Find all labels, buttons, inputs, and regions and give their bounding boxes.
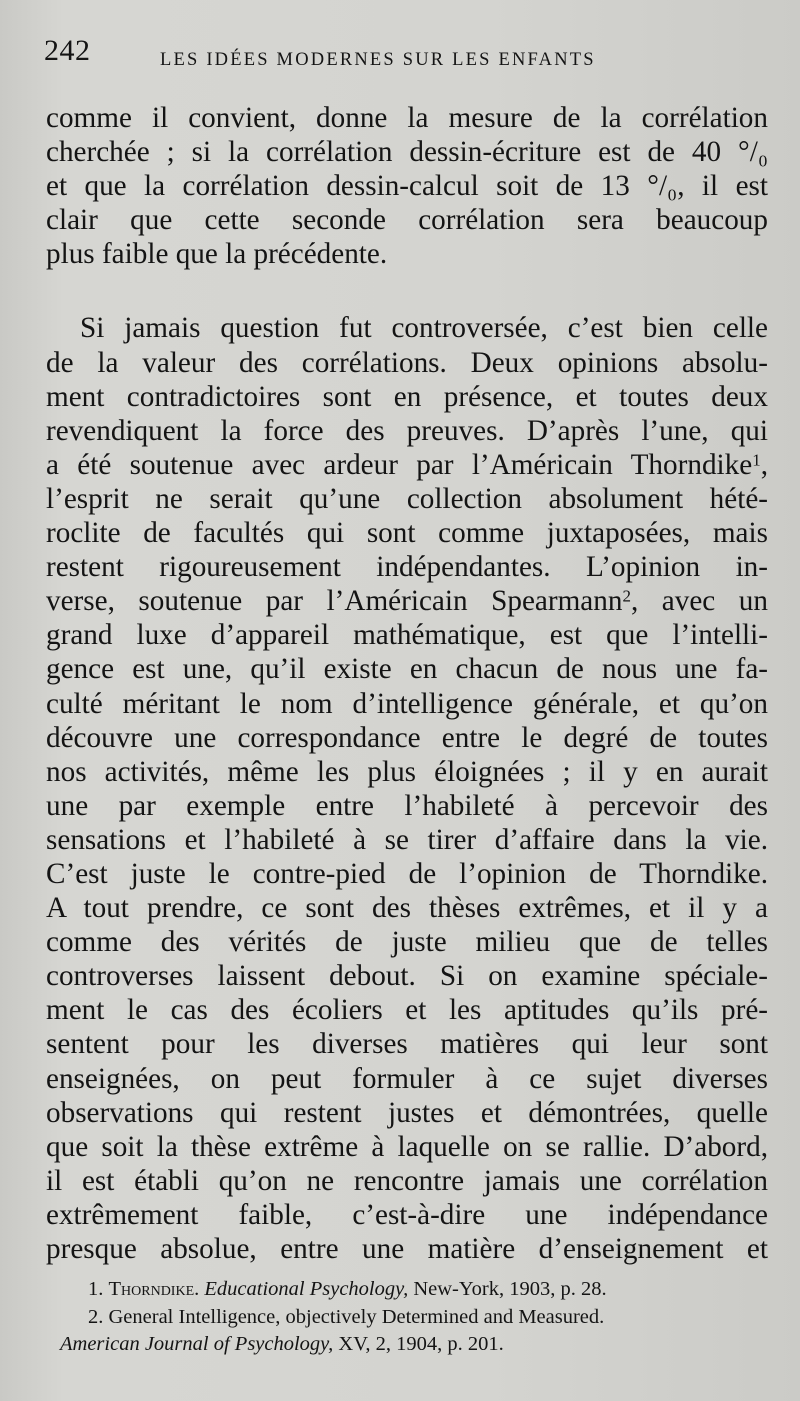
text-line: C’est juste le contre-pied de l’opinion de Thorndike. (46, 857, 768, 890)
footnote-number: 2. (88, 1305, 104, 1328)
text-line: l’esprit ne serait qu’une collection absolument hété- (46, 482, 768, 515)
footnote-2-continued (60, 1331, 772, 1359)
text-line: gence est une, qu’il existe en chacun de nous une fa- (46, 653, 768, 686)
text-line: culté méritant le nom d’intelligence générale, et qu’on (46, 687, 768, 720)
footnote-details: XV, 2, 1904, p. 201. (338, 1333, 504, 1355)
text-line: nos activités, même les plus éloignées ; il y en aurait (46, 755, 768, 788)
paragraph-gap (46, 271, 768, 311)
text-line: grand luxe d’appareil mathématique, est que l’intelli- (46, 619, 768, 652)
text-line: comme des vérités de juste milieu que de telles (46, 926, 768, 959)
footnote-title: Educational Psychology, (204, 1278, 409, 1300)
page-number: 242 (44, 34, 91, 67)
text-line: il est établi qu’on ne rencontre jamais une corrélation (46, 1164, 768, 1197)
text-line: sentent pour les diverses matières qui leur sont (46, 1028, 768, 1061)
text-line: découvre une correspondance entre le degré de toutes (46, 721, 768, 754)
footnote-journal: American Journal of Psychology, (60, 1333, 334, 1355)
footnote-details: New-York, 1903, p. 28. (413, 1278, 607, 1300)
text-line: comme il convient, donne la mesure de la corrélation (46, 102, 768, 134)
footnote-2 (60, 1304, 772, 1332)
text-line: que soit la thèse extrême à laquelle on se rallie. D’abord, (46, 1130, 768, 1163)
footnote-number: 1. (88, 1278, 104, 1300)
body-text (46, 101, 768, 1266)
text-line: plus faible que la précédente. (46, 238, 388, 271)
text-line: controverses laissent debout. Si on examine spéciale- (46, 960, 768, 993)
text-line: clair que cette seconde corrélation sera beaucoup (46, 204, 768, 237)
paragraph-2 (46, 311, 768, 1266)
text-line-with-footnote-2 (46, 584, 768, 618)
text-line: extrêmement faible, c’est-à-dire une indépendance (46, 1198, 768, 1231)
footnote-ref-2: 2 (622, 586, 631, 606)
text-line: A tout prendre, ce sont des thèses extrêmes, et il y a (46, 892, 768, 925)
text-line-with-footnote-1 (46, 448, 768, 482)
text-line: roclite de facultés qui sont comme juxtaposées, mais (46, 517, 768, 550)
text-line: et que la corrélation dessin-calcul soit de 13 °/₀, il est (46, 170, 768, 203)
text-segment: , (760, 448, 768, 481)
page-header (44, 34, 764, 74)
footnote-1 (60, 1276, 772, 1304)
text-line: revendiquent la force des preuves. D’après l’une, qui (46, 414, 768, 447)
text-segment: , avec un (630, 585, 768, 618)
footnotes (60, 1276, 772, 1359)
text-line: observations qui restent justes et démontrées, quelle (46, 1096, 768, 1129)
text-line: enseignées, on peut formuler à ce sujet diverses (46, 1062, 768, 1095)
text-line: sensations et l’habileté à se tirer d’affaire dans la vie. (46, 823, 768, 856)
text-line: presque absolue, entre une matière d’enseignement et (46, 1233, 768, 1265)
text-line: une par exemple entre l’habileté à percevoir des (46, 789, 768, 822)
text-segment: verse, soutenue par l’Américain Spearmann (46, 585, 623, 618)
footnote-ref-1: 1 (752, 450, 761, 470)
text-segment: a été soutenue avec ardeur par l’Américain Thorndike (46, 448, 753, 481)
text-line: de la valeur des corrélations. Deux opinions absolu- (46, 346, 768, 379)
footnote-author: Thorndike. (108, 1278, 200, 1300)
text-line: ment le cas des écoliers et les aptitudes qu’ils pré- (46, 994, 768, 1027)
text-line: Si jamais question fut controversée, c’est bien celle (80, 312, 768, 345)
footnote-text: General Intelligence, objectively Determined and Measured. (108, 1305, 605, 1328)
text-line: ment contradictoires sont en présence, et toutes deux (46, 380, 768, 413)
text-line: restent rigoureusement indépendantes. L’opinion in- (46, 551, 768, 584)
running-title: LES IDÉES MODERNES SUR LES ENFANTS (160, 50, 596, 70)
text-line: cherchée ; si la corrélation dessin-écriture est de 40 °/₀ (46, 136, 768, 169)
paragraph-1 (46, 101, 768, 271)
